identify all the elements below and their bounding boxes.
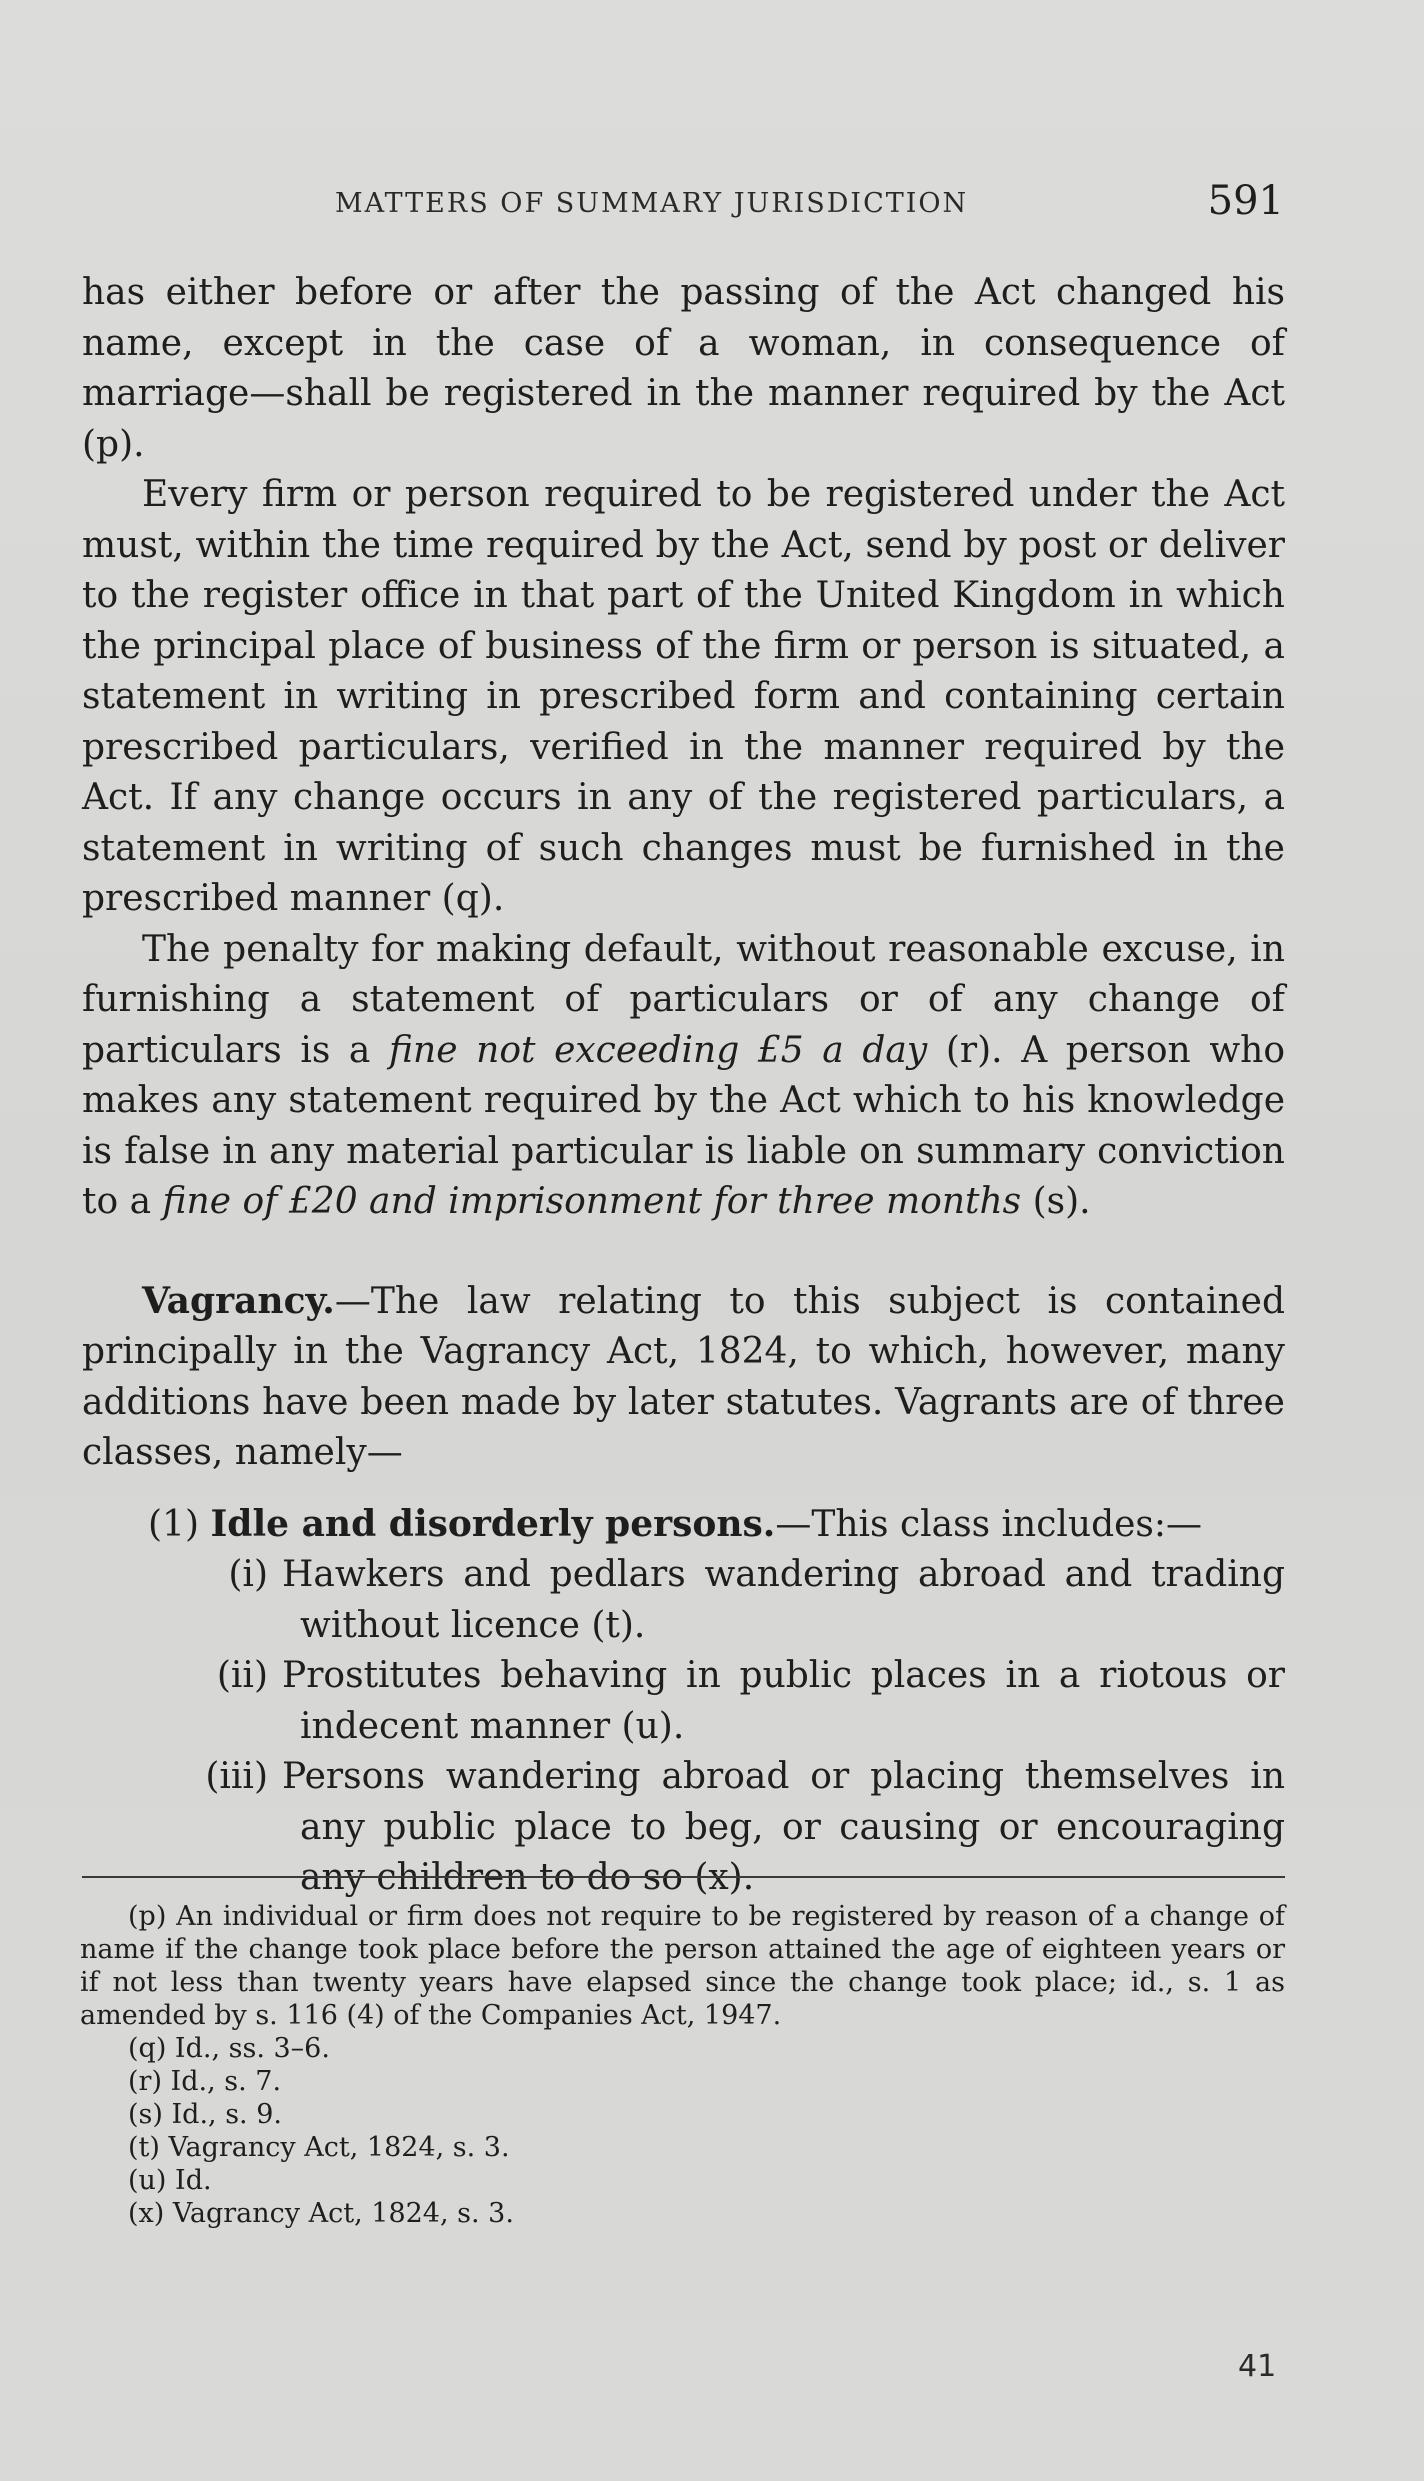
paragraph-registration-continued: has either before or after the passing of the Act changed his name, except in the case of a woman, in consequence of marriage—shall be registered in the manner required by the Act (p). [82,272,1285,465]
paragraph-penalty: The penalty for making default, without reasonable excuse, in furnishing a statement of particulars or of any change of particulars is a fine not exceeding £5 a day (r). A person who makes any statement required by the Act which to his knowledge is false in any material particular is liable on summary conviction to a fine of £20 and imprisonment for three months (s). [82,928,1285,1222]
list-item-number: (ii) [216,1655,268,1696]
signature-mark: 41 [1238,2349,1277,2384]
page-header [80,178,1284,228]
footnote-r: (r) Id., s. 7. [128,2066,282,2097]
running-head: MATTERS OF SUMMARY JURISDICTION [335,188,969,219]
vagrancy-heading: Vagrancy. [142,1279,335,1322]
penalty-fine-text: fine not exceeding £5 a day [389,1029,928,1071]
list-item-number: (i) [228,1554,268,1595]
list-item-text: Prostitutes behaving in public places in a riotous or indecent manner (u). [282,1655,1285,1747]
list-item-text: Persons wandering abroad or placing themselves in any public place to beg, or causing or encouraging any children to do so (x). [282,1756,1285,1898]
list-item-text: Hawkers and pedlars wandering abroad and trading without licence (t). [282,1554,1285,1646]
footnote-q: (q) Id., ss. 3–6. [128,2033,330,2064]
footnotes [80,1900,1285,2230]
page-number: 591 [1207,178,1284,224]
footnote-u: (u) Id. [128,2165,212,2196]
list-item [205,1752,1285,1904]
footnote-s: (s) Id., s. 9. [128,2099,282,2130]
paragraph-registration-statement: Every firm or person required to be registered under the Act must, within the time required by the Act, send by post or deliver to the register office in that part of the United Kingdom in which the principal place of business of the firm or person is situated, a statement in writing in prescribed form and containing certain prescribed particulars, verified in the manner required by the Act. If any change occurs in any of the registered particulars, a statement in writing of such changes must be furnished in the prescribed manner (q). [82,474,1285,919]
body-text [82,268,1285,1904]
footnote-divider [82,1876,1285,1878]
list-item-number: (iii) [205,1756,268,1797]
penalty-imprisonment-text: fine of £20 and imprisonment for three months [162,1181,1022,1222]
footnote-p: (p) An individual or firm does not require to be registered by reason of a change of name if the change took place before the person attained the age of eighteen years or if not less than twenty years have elapsed since the change took place; id., s. 1 as amended by s. 116 (4) of the Companies Act, 1947. [80,1901,1285,2031]
list-heading-idle-disorderly: (1) Idle and disorderly persons.—This class includes:— [148,1502,1203,1545]
footnote-t: (t) Vagrancy Act, 1824, s. 3. [128,2132,510,2163]
footnote-x: (x) Vagrancy Act, 1824, s. 3. [128,2198,514,2229]
paragraph-vagrancy: Vagrancy.—The law relating to this subject is contained principally in the Vagrancy Act, 1824, to which, however, many additions have been made by later statutes. Vagrants are of three classes, namely— [82,1279,1285,1473]
list-item [228,1550,1285,1651]
list-item [216,1651,1285,1752]
idle-disorderly-heading: Idle and disorderly persons. [210,1502,776,1545]
